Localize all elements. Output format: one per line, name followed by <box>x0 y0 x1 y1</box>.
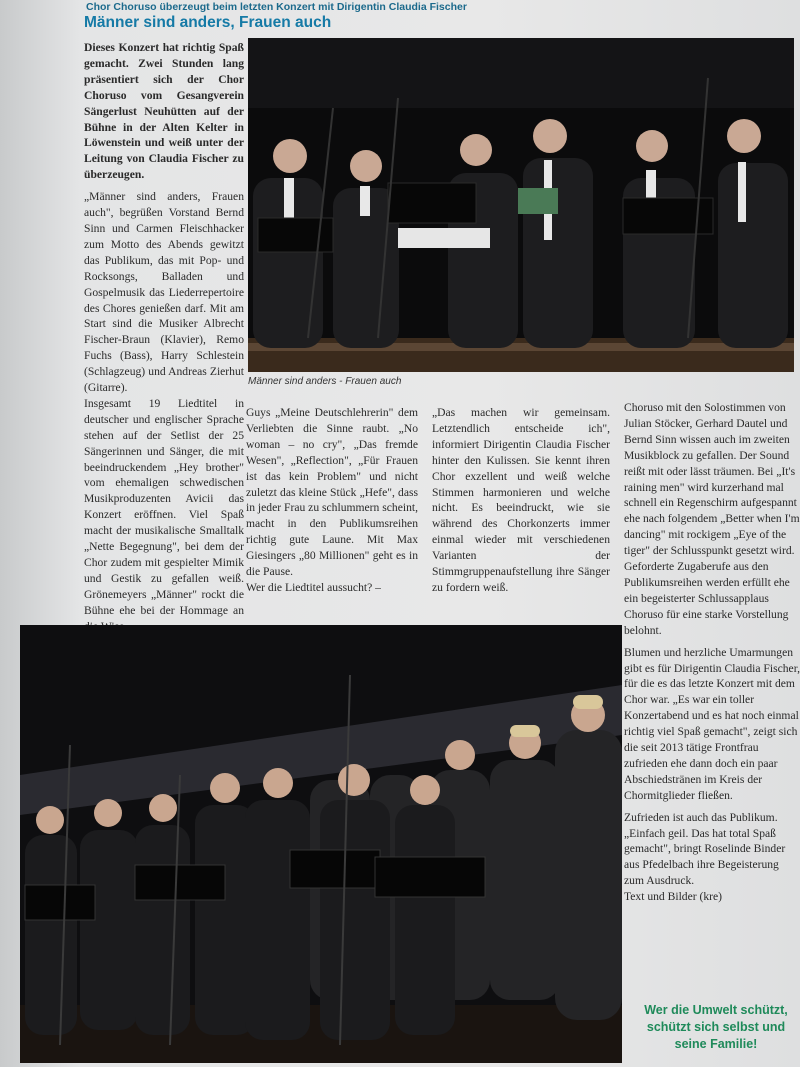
slogan-line: seine Familie! <box>674 1037 758 1051</box>
article-paragraph: „Das machen wir gemeinsam. Letztendlich entscheide ich", informiert Dirigentin Claudia Fischer hinter den Kulissen. Sie kennt ihren Chor exzellent und weiß welche Stimmen harmonieren und welche nicht. Es beeindruckt, wie sie während des Chorkonzerts immer einmal wieder mit verschiedenen Varianten der Stimmgruppenaufstellung ihre Sänger zu fordern weiß. <box>432 406 610 594</box>
article-paragraph: Insgesamt 19 Liedtitel in deutscher und englischer Sprache stehen auf der Setlist der 25 Sängerinnen und Sänger, die mit beeindruckendem „Hey brother" vom ehemaligen schwedischen Musikproduzenten Avicii das Konzert eröffnen. Viel Spaß macht der musikalische Smalltalk „Nette Begegnung", bei dem der Chor zudem mit gespielter Mimik und Gestik zu gefallen weiß. Grönemeyers „Männer" rockt die Bühne ehe bei der Hommage an <box>84 396 244 617</box>
article-kicker: Chor Choruso überzeugt beim letzten Konzert mit Dirigentin Claudia Fischer <box>86 1 467 13</box>
article-paragraph: Choruso mit den Solostimmen von Julian Stöcker, Gerhard Dautel und Bernd Sinn wissen auch im zweiten Musikblock zu gefallen. Der Sound reißt mit oder lässt träumen. Bei „It's raining men" wird kurzerhand mal schnell ein Regenschirm aufgespannt ehe nach folgendem „Better when I'm dancing" mit rockigem „Eye of the tiger" der Schlusspunkt gesetzt wird. Geforderte Zugaberufe aus den Publikumsreihen werden erfüllt ehe ein begeisterter Schlussapplaus Choruso für eine starke Vorstellung belohnt. <box>624 401 800 637</box>
article-paragraph: „Männer sind anders, Frauen auch", begrüßen Vorstand Bernd Sinn und Carmen Fleischhacker zum Motto des Abends gewitzt das Publikum, das mit Pop- und Rocksongs, Balladen und Gospelmusik das Liederrepertoire des Chores genießen darf. Mit am Start sind die Musiker Albrecht Fischer-Braun (Klavier), Remo Fuchs (Bass), Harry Schlestein (Schlagzeug) und Andreas Zierhut (Gitarre). <box>84 190 244 395</box>
article-credit: Text und Bilder (kre) <box>624 890 723 904</box>
environment-slogan <box>626 1002 800 1053</box>
article-paragraph: Blumen und herzliche Umarmungen gibt es für Dirigentin Claudia Fischer, für die es das letzte Konzert mit dem Chor war. „Es war ein toller Konzertabend und es hat noch einmal richtig viel Spaß gemacht", zeigt sich die seit 2013 tätige Frontfrau zufrieden ehe dann doch ein paar Abschiedstränen im Kreis der Chormitglieder fließen. <box>624 645 800 802</box>
article-lead: Dieses Konzert hat richtig Spaß gemacht. Zwei Stunden lang präsentiert sich der Chor Choruso vom Gesangverein Sängerlust Neuhütten auf der Bühne in der Alten Kelter in Löwenstein und weiß unter der Leitung von Claudia Fischer zu überzeugen. <box>84 41 244 182</box>
article-paragraph: Guys „Meine Deutschlehrerin" dem Verliebten die Sinne raubt. „No woman – no cry", „Das fremde Wesen", „Reflection", „Für Frauen ist das kein Problem" und nicht zuletzt das kleine Stück „Hefe", dass in jeder Frau zu schlummern scheint, macht in den Publikumsreihen richtig gute Laune. Mit Max Giesingers „80 Millionen" geht es in die Pause. <box>246 406 418 579</box>
photo-full-choir <box>20 625 622 1063</box>
article-headline: Männer sind anders, Frauen auch <box>84 14 332 31</box>
article-column-2 <box>246 405 418 602</box>
article-paragraph: Zufrieden ist auch das Publikum. „Einfach geil. Das hat total Spaß gemacht", bringt Roselinde Binder aus Pfedelbach ihre Begeisterung zum Ausdruck. <box>624 810 786 888</box>
slogan-line: Wer die Umwelt schützt, <box>644 1003 788 1017</box>
article-paragraph: Wer die Liedtitel aussucht? – <box>246 580 381 594</box>
article-column-3 <box>432 405 610 602</box>
photo-men-choir <box>248 38 794 372</box>
photo-caption: Männer sind anders - Frauen auch <box>248 376 402 387</box>
article-column-4 <box>624 400 800 911</box>
slogan-line: schützt sich selbst und <box>646 1020 786 1034</box>
article-column-1 <box>84 40 244 641</box>
